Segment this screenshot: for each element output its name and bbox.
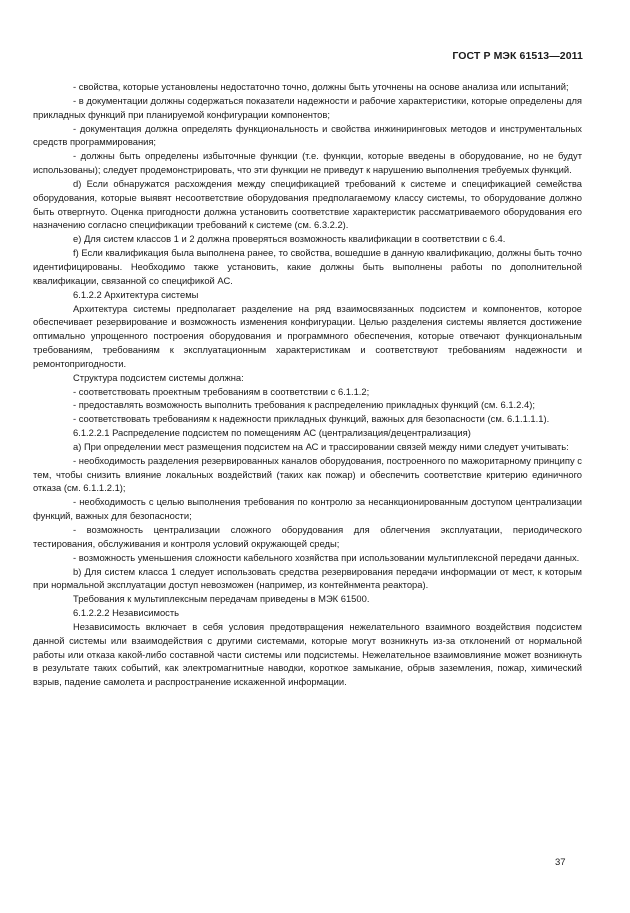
section-heading: 6.1.2.2.2 Независимость: [73, 607, 180, 619]
paragraph-f: f) Если квалификация была выполнена ранее, то свойства, вошедшие в данную квалификацию, должны быть точно идентифицированы. Необходимо также установить, какие должны быть выполнены работы по дополнительной квалификации, связанной со спецификой АС.: [33, 247, 582, 286]
list-item: - возможность централизации сложного оборудования для облегчения эксплуатации, периодического тестирования, обслуживания и контроля условий окружающей среды;: [33, 524, 582, 549]
paragraph-e: e) Для систем классов 1 и 2 должна проверяться возможность квалификации в соответствии с 6.4.: [73, 233, 506, 245]
page-number: 37: [555, 857, 566, 868]
list-item: - соответствовать требованиям к надежности прикладных функций, важных для безопасности (см. 6.1.1.1.1).: [73, 413, 550, 425]
paragraph: Требования к мультиплексным передачам приведены в МЭК 61500.: [73, 593, 370, 605]
paragraph-b: b) Для систем класса 1 следует использовать средства резервирования передачи информации от мест, к которым при нормальной эксплуатации доступ невозможен (например, из контейнмента реактора).: [33, 565, 582, 591]
list-item: - документация должна определять функциональность и свойства инжиниринговых методов и инструментальных средств программирования;: [33, 122, 582, 148]
list-item: - в документации должны содержаться показатели надежности и рабочие характеристики, которые определены для прикладных функций при планируемой конфигурации компонентов;: [33, 94, 582, 120]
list-item: - предоставлять возможность выполнить требования к распределению прикладных функций (см. 6.1.2.4);: [73, 399, 535, 411]
list-item: - соответствовать проектным требованиям в соответствии с 6.1.1.2;: [73, 385, 370, 397]
document-body: [33, 80, 582, 689]
paragraph: Архитектура системы предполагает разделение на ряд взаимосвязанных подсистем и компонентов, которое обеспечивает резервирование и возможность изменения конфигурации. Целью разделения системы является достижение оптимально упрощенного построения оборудования и программного обеспечения, которые отвечают функциональным требованиям, требованиям к эксплуатационным характеристикам и соответствуют требованиям надежности и ремонтопригодности.: [33, 302, 582, 369]
standard-header: ГОСТ Р МЭК 61513—2011: [452, 50, 583, 62]
list-item: - возможность уменьшения сложности кабельного хозяйства при использовании мультиплексной передачи данных.: [73, 551, 580, 563]
paragraph-d: d) Если обнаружатся расхождения между спецификацией требований к системе и спецификацией семейства оборудования, которые выявят несоответствие оборудования предполагаемому классу системы, то оборудование должно быть отвергнуто. Оценка пригодности должна установить соответствие характеристик рассматриваемого оборудования его назначению согласно спецификации требований к системе (см. 6.3.2.2).: [33, 177, 582, 231]
list-item: - необходимость с целью выполнения требования по контролю за несанкционированным доступом централизации функций, важных для безопасности;: [33, 496, 582, 522]
paragraph: Независимость включает в себя условия предотвращения нежелательного взаимного воздействия подсистем данной системы или взаимодействия с другими системами, которые могут возникнуть из-за отклонений от нормальной работы или отказа какой-либо составной части системы или подсистемы. Нежелательное взаимовлияние может возникнуть в результате таких событий, как электромагнитные наводки, короткое замыкание, обрыв заземления, пожар, химический взрыв, падение самолета и распространение искаженной информации.: [33, 620, 582, 688]
list-item: - свойства, которые установлены недостаточно точно, должны быть уточнены на основе анализа или испытаний;: [73, 81, 569, 92]
paragraph: Структура подсистем системы должна:: [73, 371, 244, 383]
paragraph-a: а) При определении мест размещения подсистем на АС и трассировании связей между ними следует учитывать:: [73, 440, 569, 452]
list-item: - необходимость разделения резервированных каналов оборудования, построенного по мажоритарному принципу с тем, чтобы снизить влияние локальных воздействий (таких как пожар) и обеспечить соответствие критерию единичного отказа (см. 6.1.1.2.1);: [33, 454, 582, 494]
section-heading: 6.1.2.2 Архитектура системы: [73, 288, 199, 300]
list-item: - должны быть определены избыточные функции (т.е. функции, которые введены в оборудование, но не будут использованы); следует продемонстрировать, что эти функции не приведут к нарушению выполнения требуемых функций.: [33, 150, 582, 176]
section-heading: 6.1.2.2.1 Распределение подсистем по помещениям АС (централизация/децентрализация): [73, 427, 471, 439]
